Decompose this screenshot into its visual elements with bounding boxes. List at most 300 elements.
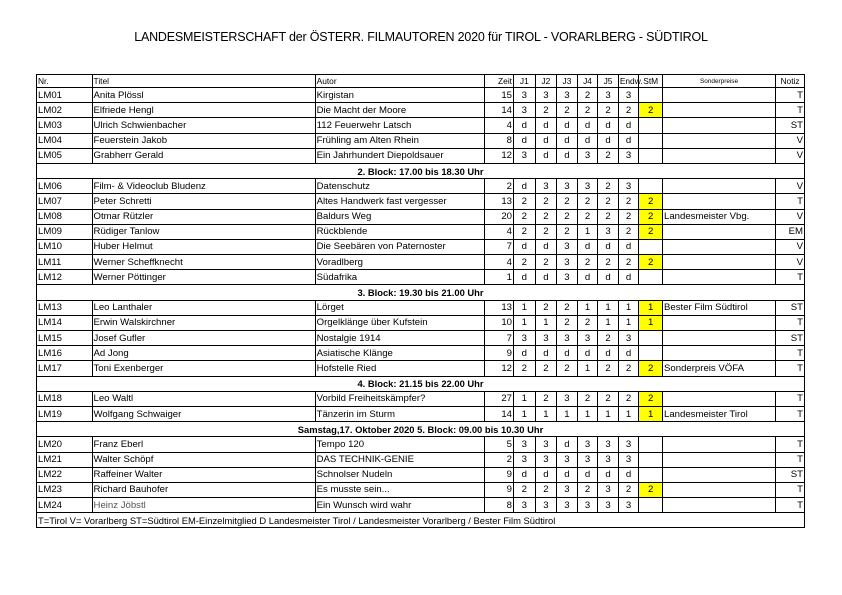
row-nr: LM21 <box>37 452 93 467</box>
row-notiz: V <box>776 179 805 194</box>
row-autor: Die Macht der Moore <box>315 103 485 118</box>
row-notiz: T <box>776 391 805 406</box>
row-endw: d <box>618 133 639 148</box>
row-titel: Franz Eberl <box>92 437 315 452</box>
row-titel: Peter Schretti <box>92 194 315 209</box>
row-j3: 3 <box>557 452 578 467</box>
table-row <box>37 482 805 497</box>
table-row <box>37 179 805 194</box>
results-table <box>36 74 805 528</box>
row-stm <box>639 179 663 194</box>
row-j4: d <box>577 118 598 133</box>
row-notiz: ST <box>776 331 805 346</box>
row-sonderpreis <box>663 133 776 148</box>
row-notiz: T <box>776 406 805 421</box>
row-endw: 1 <box>618 406 639 421</box>
row-nr: LM18 <box>37 391 93 406</box>
row-j3: 3 <box>557 88 578 103</box>
row-zeit: 4 <box>485 224 514 239</box>
row-j1: 2 <box>514 255 536 270</box>
row-j3: 3 <box>557 270 578 285</box>
row-nr: LM23 <box>37 482 93 497</box>
row-stm <box>639 346 663 361</box>
table-row <box>37 194 805 209</box>
row-sonderpreis <box>663 239 776 254</box>
row-nr: LM07 <box>37 194 93 209</box>
row-j3: 3 <box>557 482 578 497</box>
header-nr: Nr. <box>37 75 93 88</box>
row-j4: d <box>577 133 598 148</box>
row-j4: 3 <box>577 452 598 467</box>
row-endw: 2 <box>618 194 639 209</box>
row-zeit: 7 <box>485 239 514 254</box>
row-zeit: 5 <box>485 437 514 452</box>
row-nr: LM20 <box>37 437 93 452</box>
row-j4: 1 <box>577 361 598 376</box>
row-j1: d <box>514 467 536 482</box>
row-titel: Richard Bauhofer <box>92 482 315 497</box>
row-j4: 1 <box>577 224 598 239</box>
row-j1: 3 <box>514 103 536 118</box>
row-titel: Werner Scheffknecht <box>92 255 315 270</box>
row-autor: DAS TECHNIK-GENIE <box>315 452 485 467</box>
row-j5: 1 <box>598 315 619 330</box>
row-notiz: ST <box>776 467 805 482</box>
block-header-row <box>37 163 805 178</box>
row-autor: Orgelklänge über Kufstein <box>315 315 485 330</box>
row-sonderpreis <box>663 467 776 482</box>
row-endw: d <box>618 270 639 285</box>
row-j5: d <box>598 467 619 482</box>
row-nr: LM04 <box>37 133 93 148</box>
row-j3: 2 <box>557 300 578 315</box>
row-titel: Raffeiner Walter <box>92 467 315 482</box>
row-j5: 3 <box>598 482 619 497</box>
row-titel: Rüdiger Tanlow <box>92 224 315 239</box>
block-header-row <box>37 422 805 437</box>
row-sonderpreis <box>663 315 776 330</box>
row-notiz: V <box>776 255 805 270</box>
row-j1: 3 <box>514 148 536 163</box>
row-zeit: 9 <box>485 467 514 482</box>
row-autor: Altes Handwerk fast vergesser <box>315 194 485 209</box>
row-j2: 3 <box>535 331 557 346</box>
row-stm: 1 <box>639 315 663 330</box>
row-j2: 2 <box>535 391 557 406</box>
row-stm <box>639 239 663 254</box>
row-j2: 2 <box>535 224 557 239</box>
table-row <box>37 224 805 239</box>
row-sonderpreis: Bester Film Südtirol <box>663 300 776 315</box>
row-stm <box>639 437 663 452</box>
row-nr: LM15 <box>37 331 93 346</box>
row-j2: d <box>535 467 557 482</box>
row-stm <box>639 331 663 346</box>
block-header-row <box>37 376 805 391</box>
table-row <box>37 103 805 118</box>
row-j1: 3 <box>514 331 536 346</box>
row-stm <box>639 498 663 513</box>
row-nr: LM24 <box>37 498 93 513</box>
row-sonderpreis <box>663 452 776 467</box>
row-nr: LM19 <box>37 406 93 421</box>
row-j5: d <box>598 118 619 133</box>
row-j1: 3 <box>514 452 536 467</box>
row-j1: 1 <box>514 315 536 330</box>
row-j5: 3 <box>598 437 619 452</box>
row-j3: d <box>557 148 578 163</box>
row-j2: 2 <box>535 482 557 497</box>
row-notiz: EM <box>776 224 805 239</box>
table-row <box>37 209 805 224</box>
row-autor: Tänzerin im Sturm <box>315 406 485 421</box>
row-notiz: V <box>776 133 805 148</box>
row-titel: Josef Gufler <box>92 331 315 346</box>
row-nr: LM06 <box>37 179 93 194</box>
row-j3: d <box>557 346 578 361</box>
row-j3: 1 <box>557 406 578 421</box>
row-j3: 2 <box>557 209 578 224</box>
row-stm <box>639 133 663 148</box>
row-endw: 2 <box>618 361 639 376</box>
row-j2: 2 <box>535 361 557 376</box>
row-j1: 2 <box>514 482 536 497</box>
row-stm <box>639 118 663 133</box>
row-endw: d <box>618 346 639 361</box>
row-autor: Lörget <box>315 300 485 315</box>
table-row <box>37 315 805 330</box>
row-autor: Ein Wunsch wird wahr <box>315 498 485 513</box>
row-j3: 2 <box>557 361 578 376</box>
row-j1: d <box>514 346 536 361</box>
row-zeit: 8 <box>485 498 514 513</box>
row-sonderpreis <box>663 255 776 270</box>
row-nr: LM08 <box>37 209 93 224</box>
row-j3: 2 <box>557 103 578 118</box>
row-j5: d <box>598 346 619 361</box>
row-j5: 2 <box>598 148 619 163</box>
row-zeit: 4 <box>485 118 514 133</box>
row-nr: LM09 <box>37 224 93 239</box>
row-j3: 3 <box>557 179 578 194</box>
block-label: 3. Block: 19.30 bis 21.00 Uhr <box>37 285 805 300</box>
row-endw: 3 <box>618 331 639 346</box>
row-j1: 1 <box>514 300 536 315</box>
row-stm: 2 <box>639 255 663 270</box>
row-j4: 2 <box>577 103 598 118</box>
row-j3: 3 <box>557 391 578 406</box>
row-j5: 2 <box>598 331 619 346</box>
row-j4: 1 <box>577 300 598 315</box>
row-j4: 3 <box>577 179 598 194</box>
row-autor: Ein Jahrhundert Diepoldsauer <box>315 148 485 163</box>
row-zeit: 14 <box>485 103 514 118</box>
row-j4: d <box>577 239 598 254</box>
row-endw: 3 <box>618 148 639 163</box>
row-zeit: 15 <box>485 88 514 103</box>
table-row <box>37 406 805 421</box>
table-row <box>37 346 805 361</box>
row-j1: 3 <box>514 88 536 103</box>
row-zeit: 9 <box>485 482 514 497</box>
row-j4: 2 <box>577 315 598 330</box>
block-label: 2. Block: 17.00 bis 18.30 Uhr <box>37 163 805 178</box>
row-j2: d <box>535 346 557 361</box>
row-j5: 2 <box>598 179 619 194</box>
header-zeit: Zeit <box>485 75 514 88</box>
row-nr: LM14 <box>37 315 93 330</box>
legend-row <box>37 513 805 528</box>
row-j5: d <box>598 239 619 254</box>
row-j3: 3 <box>557 255 578 270</box>
table-row <box>37 270 805 285</box>
row-stm <box>639 88 663 103</box>
row-autor: Es musste sein... <box>315 482 485 497</box>
table-row <box>37 118 805 133</box>
row-titel: Ad Jong <box>92 346 315 361</box>
table-row <box>37 133 805 148</box>
row-notiz: T <box>776 315 805 330</box>
row-endw: 2 <box>618 103 639 118</box>
legend-text: T=Tirol V= Vorarlberg ST=Südtirol EM-Einzelmitglied D Landesmeister Tirol / Landesmeister Vorarlberg / Bester Film Südtirol <box>37 513 805 528</box>
row-titel: Elfriede Hengl <box>92 103 315 118</box>
row-endw: 1 <box>618 315 639 330</box>
row-j4: 3 <box>577 498 598 513</box>
table-row <box>37 361 805 376</box>
row-titel: Otmar Rützler <box>92 209 315 224</box>
row-j3: d <box>557 133 578 148</box>
row-endw: 2 <box>618 224 639 239</box>
row-endw: 3 <box>618 437 639 452</box>
row-j2: d <box>535 118 557 133</box>
row-zeit: 7 <box>485 331 514 346</box>
row-j5: 2 <box>598 209 619 224</box>
row-autor: Südafrika <box>315 270 485 285</box>
row-nr: LM13 <box>37 300 93 315</box>
row-j2: 3 <box>535 88 557 103</box>
row-j2: 3 <box>535 498 557 513</box>
row-j5: 3 <box>598 452 619 467</box>
row-notiz: V <box>776 209 805 224</box>
row-stm: 2 <box>639 194 663 209</box>
row-stm: 2 <box>639 391 663 406</box>
row-nr: LM12 <box>37 270 93 285</box>
row-nr: LM16 <box>37 346 93 361</box>
row-endw: d <box>618 239 639 254</box>
block-header-row <box>37 285 805 300</box>
row-sonderpreis: Sonderpreis VÖFA <box>663 361 776 376</box>
row-notiz: T <box>776 346 805 361</box>
row-j3: 3 <box>557 331 578 346</box>
row-stm <box>639 270 663 285</box>
block-label: Samstag,17. Oktober 2020 5. Block: 09.00 bis 10.30 Uhr <box>37 422 805 437</box>
table-row <box>37 452 805 467</box>
row-sonderpreis <box>663 437 776 452</box>
row-sonderpreis <box>663 88 776 103</box>
row-j2: d <box>535 148 557 163</box>
row-j2: 2 <box>535 194 557 209</box>
row-titel: Werner Pöttinger <box>92 270 315 285</box>
row-zeit: 14 <box>485 406 514 421</box>
row-sonderpreis <box>663 194 776 209</box>
row-j2: 2 <box>535 209 557 224</box>
row-j2: 2 <box>535 255 557 270</box>
row-notiz: T <box>776 482 805 497</box>
row-autor: Datenschutz <box>315 179 485 194</box>
row-titel: Film- & Videoclub Bludenz <box>92 179 315 194</box>
row-j5: d <box>598 133 619 148</box>
row-j5: 3 <box>598 88 619 103</box>
row-j2: 1 <box>535 406 557 421</box>
row-zeit: 10 <box>485 315 514 330</box>
row-stm: 1 <box>639 300 663 315</box>
row-titel: Huber Helmut <box>92 239 315 254</box>
row-notiz: V <box>776 239 805 254</box>
row-endw: 2 <box>618 209 639 224</box>
row-notiz: T <box>776 452 805 467</box>
row-titel: Toni Exenberger <box>92 361 315 376</box>
row-nr: LM03 <box>37 118 93 133</box>
row-titel: Erwin Walskirchner <box>92 315 315 330</box>
row-j1: 3 <box>514 498 536 513</box>
row-j4: 3 <box>577 148 598 163</box>
row-titel: Wolfgang Schwaiger <box>92 406 315 421</box>
row-zeit: 20 <box>485 209 514 224</box>
row-j3: d <box>557 437 578 452</box>
header-stm: StM <box>639 75 663 88</box>
table-header-row <box>37 75 805 88</box>
table-row <box>37 88 805 103</box>
row-j1: 1 <box>514 406 536 421</box>
row-j2: 3 <box>535 437 557 452</box>
row-stm: 2 <box>639 361 663 376</box>
row-j3: d <box>557 118 578 133</box>
row-j1: d <box>514 179 536 194</box>
row-sonderpreis <box>663 498 776 513</box>
row-autor: 112 Feuerwehr Latsch <box>315 118 485 133</box>
row-zeit: 13 <box>485 300 514 315</box>
row-j2: 1 <box>535 315 557 330</box>
row-titel: Walter Schöpf <box>92 452 315 467</box>
row-j4: d <box>577 270 598 285</box>
row-autor: Frühling am Alten Rhein <box>315 133 485 148</box>
row-nr: LM02 <box>37 103 93 118</box>
row-j2: 2 <box>535 300 557 315</box>
row-j4: 1 <box>577 406 598 421</box>
row-zeit: 1 <box>485 270 514 285</box>
row-endw: 1 <box>618 300 639 315</box>
row-j4: 2 <box>577 88 598 103</box>
row-endw: 3 <box>618 88 639 103</box>
row-j3: 3 <box>557 498 578 513</box>
row-zeit: 8 <box>485 133 514 148</box>
row-endw: 3 <box>618 498 639 513</box>
row-titel: Ulrich Schwienbacher <box>92 118 315 133</box>
row-notiz: T <box>776 498 805 513</box>
row-sonderpreis <box>663 224 776 239</box>
row-sonderpreis: Landesmeister Vbg. <box>663 209 776 224</box>
row-notiz: T <box>776 88 805 103</box>
table-row <box>37 148 805 163</box>
row-sonderpreis <box>663 148 776 163</box>
row-endw: 2 <box>618 482 639 497</box>
row-titel: Heinz Jöbstl <box>92 498 315 513</box>
header-j5: J5 <box>598 75 619 88</box>
row-j5: 3 <box>598 224 619 239</box>
row-j5: 2 <box>598 103 619 118</box>
row-stm: 2 <box>639 482 663 497</box>
row-endw: 2 <box>618 255 639 270</box>
row-sonderpreis <box>663 331 776 346</box>
row-endw: 3 <box>618 179 639 194</box>
row-sonderpreis <box>663 118 776 133</box>
row-nr: LM05 <box>37 148 93 163</box>
row-notiz: ST <box>776 300 805 315</box>
row-j4: d <box>577 346 598 361</box>
row-j1: 2 <box>514 224 536 239</box>
table-row <box>37 391 805 406</box>
row-nr: LM11 <box>37 255 93 270</box>
row-sonderpreis <box>663 482 776 497</box>
table-row <box>37 467 805 482</box>
row-zeit: 12 <box>485 148 514 163</box>
row-notiz: T <box>776 194 805 209</box>
row-sonderpreis: Landesmeister Tirol <box>663 406 776 421</box>
row-zeit: 2 <box>485 179 514 194</box>
row-j1: 2 <box>514 194 536 209</box>
row-j1: 1 <box>514 391 536 406</box>
row-j2: d <box>535 133 557 148</box>
row-stm: 2 <box>639 209 663 224</box>
row-endw: d <box>618 467 639 482</box>
row-stm <box>639 148 663 163</box>
row-titel: Anita Plössl <box>92 88 315 103</box>
row-j3: 2 <box>557 194 578 209</box>
row-notiz: T <box>776 103 805 118</box>
row-nr: LM17 <box>37 361 93 376</box>
row-zeit: 4 <box>485 255 514 270</box>
row-j5: d <box>598 270 619 285</box>
row-j1: d <box>514 118 536 133</box>
table-row <box>37 239 805 254</box>
row-sonderpreis <box>663 179 776 194</box>
row-endw: 2 <box>618 391 639 406</box>
row-j1: 3 <box>514 437 536 452</box>
row-autor: Baldurs Weg <box>315 209 485 224</box>
row-autor: Voradlberg <box>315 255 485 270</box>
header-j4: J4 <box>577 75 598 88</box>
row-j3: 2 <box>557 315 578 330</box>
row-j1: 2 <box>514 361 536 376</box>
row-j4: 3 <box>577 331 598 346</box>
row-autor: Tempo 120 <box>315 437 485 452</box>
row-autor: Hofstelle Ried <box>315 361 485 376</box>
row-zeit: 12 <box>485 361 514 376</box>
row-notiz: V <box>776 148 805 163</box>
row-j4: 2 <box>577 391 598 406</box>
row-j5: 2 <box>598 194 619 209</box>
row-stm <box>639 467 663 482</box>
row-j1: d <box>514 133 536 148</box>
table-row <box>37 255 805 270</box>
row-zeit: 27 <box>485 391 514 406</box>
header-j1: J1 <box>514 75 536 88</box>
row-j4: 2 <box>577 482 598 497</box>
row-j5: 3 <box>598 498 619 513</box>
row-j2: d <box>535 239 557 254</box>
row-zeit: 2 <box>485 452 514 467</box>
row-titel: Feuerstein Jakob <box>92 133 315 148</box>
